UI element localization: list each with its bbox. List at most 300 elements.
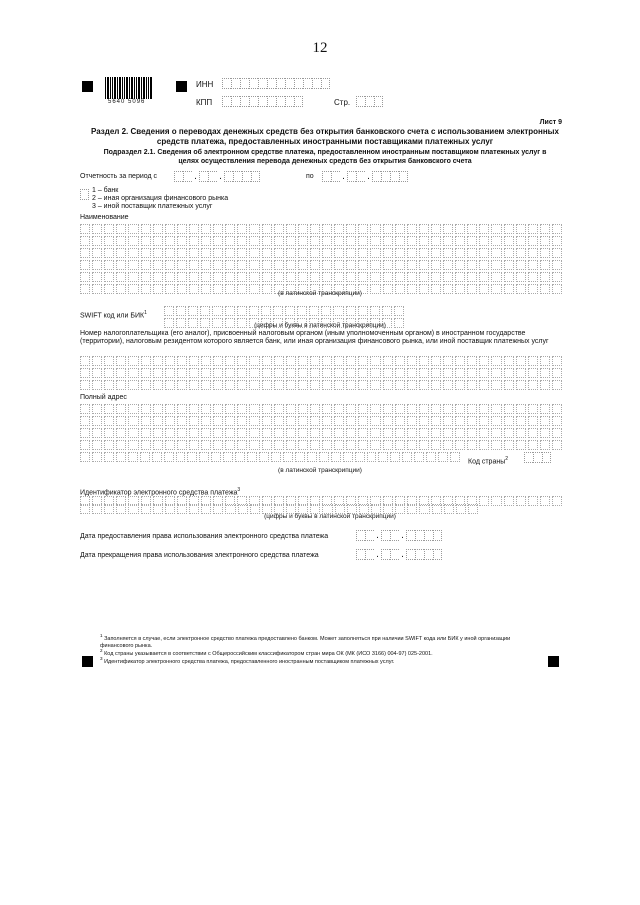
char-cell[interactable]: [334, 368, 344, 378]
char-cell[interactable]: [273, 306, 283, 316]
char-cell[interactable]: [334, 272, 344, 282]
char-cell[interactable]: [116, 416, 126, 426]
char-cell[interactable]: [491, 356, 501, 366]
char-cell[interactable]: [395, 368, 405, 378]
grant-date-field[interactable]: [356, 530, 442, 541]
char-cell[interactable]: [552, 248, 562, 258]
char-cell[interactable]: [298, 260, 308, 270]
char-cell[interactable]: [128, 224, 138, 234]
char-cell[interactable]: [528, 380, 538, 390]
char-cell[interactable]: [237, 224, 247, 234]
char-cell[interactable]: [431, 368, 441, 378]
char-cell[interactable]: [346, 236, 356, 246]
char-cell[interactable]: [310, 368, 320, 378]
char-cell[interactable]: [310, 416, 320, 426]
char-cell[interactable]: [141, 440, 151, 450]
char-cell[interactable]: [298, 368, 308, 378]
char-cell[interactable]: [165, 284, 175, 294]
char-cell[interactable]: [104, 404, 114, 414]
char-cell[interactable]: [104, 428, 114, 438]
char-cell[interactable]: [128, 440, 138, 450]
char-cell[interactable]: [322, 224, 332, 234]
char-cell[interactable]: [116, 224, 126, 234]
char-cell[interactable]: [128, 404, 138, 414]
char-cell[interactable]: [516, 236, 526, 246]
char-cell[interactable]: [382, 306, 392, 316]
char-cell[interactable]: [92, 356, 102, 366]
char-cell[interactable]: [467, 428, 477, 438]
char-cell[interactable]: [80, 404, 90, 414]
char-cell[interactable]: [516, 496, 526, 506]
char-cell[interactable]: [370, 306, 380, 316]
char-cell[interactable]: [370, 356, 380, 366]
char-cell[interactable]: [177, 440, 187, 450]
char-cell[interactable]: [346, 404, 356, 414]
char-cell[interactable]: [334, 404, 344, 414]
char-cell[interactable]: [153, 404, 163, 414]
char-cell[interactable]: [225, 416, 235, 426]
char-cell[interactable]: [358, 236, 368, 246]
char-cell[interactable]: [237, 428, 247, 438]
char-cell[interactable]: [322, 404, 332, 414]
page-field[interactable]: [356, 96, 383, 107]
char-cell[interactable]: [395, 236, 405, 246]
char-cell[interactable]: [201, 428, 211, 438]
char-cell[interactable]: [262, 224, 272, 234]
char-cell[interactable]: [249, 306, 259, 316]
char-cell[interactable]: [491, 416, 501, 426]
char-cell[interactable]: [322, 380, 332, 390]
char-cell[interactable]: [286, 428, 296, 438]
char-cell[interactable]: [528, 404, 538, 414]
char-cell[interactable]: [286, 248, 296, 258]
char-cell[interactable]: [128, 284, 138, 294]
char-cell[interactable]: [213, 440, 223, 450]
char-cell[interactable]: [552, 428, 562, 438]
char-cell[interactable]: [370, 416, 380, 426]
char-cell[interactable]: [383, 440, 393, 450]
char-cell[interactable]: [467, 368, 477, 378]
char-cell[interactable]: [383, 236, 393, 246]
char-cell[interactable]: [235, 452, 245, 462]
char-cell[interactable]: [225, 380, 235, 390]
char-cell[interactable]: [92, 380, 102, 390]
char-cell[interactable]: [334, 416, 344, 426]
char-cell[interactable]: [285, 306, 295, 316]
char-cell[interactable]: [455, 248, 465, 258]
char-cell[interactable]: [153, 368, 163, 378]
char-cell[interactable]: [116, 428, 126, 438]
char-cell[interactable]: [176, 318, 186, 328]
char-cell[interactable]: [504, 416, 514, 426]
char-cell[interactable]: [249, 380, 259, 390]
char-cell[interactable]: [92, 368, 102, 378]
char-cell[interactable]: [310, 260, 320, 270]
char-cell[interactable]: [141, 368, 151, 378]
char-cell[interactable]: [262, 356, 272, 366]
char-cell[interactable]: [165, 380, 175, 390]
char-cell[interactable]: [343, 452, 353, 462]
char-cell[interactable]: [262, 260, 272, 270]
char-cell[interactable]: [104, 236, 114, 246]
char-cell[interactable]: [189, 248, 199, 258]
char-cell[interactable]: [286, 416, 296, 426]
char-cell[interactable]: [177, 428, 187, 438]
char-cell[interactable]: [298, 356, 308, 366]
char-cell[interactable]: [237, 248, 247, 258]
char-cell[interactable]: [407, 272, 417, 282]
char-cell[interactable]: [80, 416, 90, 426]
char-cell[interactable]: [213, 260, 223, 270]
char-cell[interactable]: [455, 236, 465, 246]
char-cell[interactable]: [468, 504, 478, 514]
char-cell[interactable]: [153, 380, 163, 390]
char-cell[interactable]: [104, 356, 114, 366]
char-cell[interactable]: [177, 356, 187, 366]
char-cell[interactable]: [431, 224, 441, 234]
char-cell[interactable]: [286, 380, 296, 390]
char-cell[interactable]: [331, 452, 341, 462]
char-cell[interactable]: [383, 356, 393, 366]
char-cell[interactable]: [407, 416, 417, 426]
char-cell[interactable]: [491, 404, 501, 414]
char-cell[interactable]: [516, 260, 526, 270]
char-cell[interactable]: [443, 248, 453, 258]
char-cell[interactable]: [504, 236, 514, 246]
char-cell[interactable]: [504, 368, 514, 378]
char-cell[interactable]: [322, 248, 332, 258]
char-cell[interactable]: [141, 416, 151, 426]
char-cell[interactable]: [189, 236, 199, 246]
char-cell[interactable]: [407, 428, 417, 438]
char-cell[interactable]: [504, 224, 514, 234]
char-cell[interactable]: [540, 236, 550, 246]
char-cell[interactable]: [104, 368, 114, 378]
char-cell[interactable]: [431, 440, 441, 450]
address-grid-last[interactable]: [80, 452, 460, 462]
char-cell[interactable]: [225, 428, 235, 438]
char-cell[interactable]: [528, 428, 538, 438]
char-cell[interactable]: [370, 380, 380, 390]
char-cell[interactable]: [189, 404, 199, 414]
char-cell[interactable]: [225, 306, 235, 316]
char-cell[interactable]: [552, 272, 562, 282]
char-cell[interactable]: [153, 504, 163, 514]
char-cell[interactable]: [298, 404, 308, 414]
char-cell[interactable]: [201, 416, 211, 426]
char-cell[interactable]: [455, 380, 465, 390]
char-cell[interactable]: [237, 236, 247, 246]
char-cell[interactable]: [153, 284, 163, 294]
char-cell[interactable]: [383, 428, 393, 438]
char-cell[interactable]: [213, 416, 223, 426]
char-cell[interactable]: [419, 272, 429, 282]
char-cell[interactable]: [188, 318, 198, 328]
char-cell[interactable]: [516, 224, 526, 234]
char-cell[interactable]: [225, 368, 235, 378]
char-cell[interactable]: [165, 504, 175, 514]
char-cell[interactable]: [491, 380, 501, 390]
char-cell[interactable]: [528, 272, 538, 282]
char-cell[interactable]: [92, 236, 102, 246]
char-cell[interactable]: [274, 428, 284, 438]
char-cell[interactable]: [165, 224, 175, 234]
char-cell[interactable]: [104, 284, 114, 294]
char-cell[interactable]: [358, 272, 368, 282]
char-cell[interactable]: [516, 404, 526, 414]
char-cell[interactable]: [443, 416, 453, 426]
char-cell[interactable]: [286, 440, 296, 450]
char-cell[interactable]: [516, 248, 526, 258]
char-cell[interactable]: [479, 272, 489, 282]
char-cell[interactable]: [225, 272, 235, 282]
char-cell[interactable]: [80, 440, 90, 450]
char-cell[interactable]: [213, 368, 223, 378]
char-cell[interactable]: [358, 428, 368, 438]
char-cell[interactable]: [286, 224, 296, 234]
char-cell[interactable]: [104, 272, 114, 282]
char-cell[interactable]: [395, 428, 405, 438]
char-cell[interactable]: [286, 404, 296, 414]
char-cell[interactable]: [177, 284, 187, 294]
char-cell[interactable]: [358, 260, 368, 270]
char-cell[interactable]: [104, 248, 114, 258]
char-cell[interactable]: [552, 236, 562, 246]
char-cell[interactable]: [552, 284, 562, 294]
char-cell[interactable]: [358, 368, 368, 378]
char-cell[interactable]: [395, 404, 405, 414]
char-cell[interactable]: [383, 224, 393, 234]
char-cell[interactable]: [419, 428, 429, 438]
char-cell[interactable]: [92, 504, 102, 514]
char-cell[interactable]: [80, 428, 90, 438]
char-cell[interactable]: [516, 272, 526, 282]
char-cell[interactable]: [177, 236, 187, 246]
char-cell[interactable]: [116, 504, 126, 514]
char-cell[interactable]: [383, 380, 393, 390]
char-cell[interactable]: [189, 428, 199, 438]
char-cell[interactable]: [199, 452, 209, 462]
char-cell[interactable]: [528, 248, 538, 258]
char-cell[interactable]: [189, 380, 199, 390]
char-cell[interactable]: [213, 356, 223, 366]
char-cell[interactable]: [455, 272, 465, 282]
char-cell[interactable]: [455, 284, 465, 294]
char-cell[interactable]: [540, 284, 550, 294]
char-cell[interactable]: [153, 416, 163, 426]
char-cell[interactable]: [309, 306, 319, 316]
char-cell[interactable]: [189, 504, 199, 514]
char-cell[interactable]: [419, 416, 429, 426]
char-cell[interactable]: [80, 260, 90, 270]
char-cell[interactable]: [322, 428, 332, 438]
char-cell[interactable]: [141, 380, 151, 390]
char-cell[interactable]: [80, 284, 90, 294]
char-cell[interactable]: [165, 248, 175, 258]
char-cell[interactable]: [92, 224, 102, 234]
char-cell[interactable]: [528, 260, 538, 270]
char-cell[interactable]: [80, 272, 90, 282]
char-cell[interactable]: [165, 260, 175, 270]
char-cell[interactable]: [491, 260, 501, 270]
char-cell[interactable]: [237, 356, 247, 366]
char-cell[interactable]: [491, 272, 501, 282]
char-cell[interactable]: [165, 368, 175, 378]
char-cell[interactable]: [104, 380, 114, 390]
char-cell[interactable]: [552, 224, 562, 234]
char-cell[interactable]: [128, 356, 138, 366]
char-cell[interactable]: [104, 452, 114, 462]
char-cell[interactable]: [92, 260, 102, 270]
inn-field[interactable]: [222, 78, 330, 89]
char-cell[interactable]: [213, 272, 223, 282]
char-cell[interactable]: [528, 440, 538, 450]
char-cell[interactable]: [395, 260, 405, 270]
char-cell[interactable]: [116, 284, 126, 294]
char-cell[interactable]: [443, 224, 453, 234]
char-cell[interactable]: [358, 440, 368, 450]
char-cell[interactable]: [491, 224, 501, 234]
char-cell[interactable]: [141, 356, 151, 366]
char-cell[interactable]: [407, 356, 417, 366]
char-cell[interactable]: [334, 380, 344, 390]
char-cell[interactable]: [274, 416, 284, 426]
char-cell[interactable]: [334, 260, 344, 270]
char-cell[interactable]: [187, 452, 197, 462]
char-cell[interactable]: [177, 380, 187, 390]
char-cell[interactable]: [141, 236, 151, 246]
char-cell[interactable]: [552, 496, 562, 506]
char-cell[interactable]: [128, 272, 138, 282]
char-cell[interactable]: [346, 224, 356, 234]
char-cell[interactable]: [201, 224, 211, 234]
char-cell[interactable]: [504, 440, 514, 450]
char-cell[interactable]: [334, 236, 344, 246]
char-cell[interactable]: [479, 404, 489, 414]
char-cell[interactable]: [92, 440, 102, 450]
char-cell[interactable]: [383, 260, 393, 270]
char-cell[interactable]: [213, 404, 223, 414]
char-cell[interactable]: [431, 380, 441, 390]
char-cell[interactable]: [479, 236, 489, 246]
char-cell[interactable]: [201, 440, 211, 450]
char-cell[interactable]: [540, 440, 550, 450]
char-cell[interactable]: [491, 284, 501, 294]
char-cell[interactable]: [426, 452, 436, 462]
name-grid[interactable]: [80, 224, 562, 294]
char-cell[interactable]: [383, 248, 393, 258]
char-cell[interactable]: [274, 248, 284, 258]
char-cell[interactable]: [128, 260, 138, 270]
char-cell[interactable]: [528, 368, 538, 378]
char-cell[interactable]: [383, 416, 393, 426]
char-cell[interactable]: [334, 356, 344, 366]
char-cell[interactable]: [455, 440, 465, 450]
char-cell[interactable]: [491, 368, 501, 378]
char-cell[interactable]: [177, 260, 187, 270]
char-cell[interactable]: [237, 440, 247, 450]
char-cell[interactable]: [358, 380, 368, 390]
char-cell[interactable]: [455, 428, 465, 438]
char-cell[interactable]: [431, 356, 441, 366]
char-cell[interactable]: [334, 248, 344, 258]
char-cell[interactable]: [213, 224, 223, 234]
char-cell[interactable]: [141, 248, 151, 258]
char-cell[interactable]: [128, 248, 138, 258]
char-cell[interactable]: [334, 440, 344, 450]
char-cell[interactable]: [310, 380, 320, 390]
char-cell[interactable]: [128, 504, 138, 514]
char-cell[interactable]: [225, 440, 235, 450]
char-cell[interactable]: [141, 428, 151, 438]
char-cell[interactable]: [516, 428, 526, 438]
char-cell[interactable]: [358, 404, 368, 414]
char-cell[interactable]: [153, 356, 163, 366]
char-cell[interactable]: [213, 380, 223, 390]
char-cell[interactable]: [298, 224, 308, 234]
char-cell[interactable]: [310, 428, 320, 438]
char-cell[interactable]: [92, 248, 102, 258]
char-cell[interactable]: [274, 224, 284, 234]
char-cell[interactable]: [491, 236, 501, 246]
char-cell[interactable]: [540, 248, 550, 258]
char-cell[interactable]: [153, 428, 163, 438]
char-cell[interactable]: [249, 368, 259, 378]
char-cell[interactable]: [358, 248, 368, 258]
char-cell[interactable]: [286, 260, 296, 270]
char-cell[interactable]: [552, 416, 562, 426]
char-cell[interactable]: [432, 504, 442, 514]
char-cell[interactable]: [370, 248, 380, 258]
char-cell[interactable]: [286, 272, 296, 282]
char-cell[interactable]: [431, 416, 441, 426]
char-cell[interactable]: [395, 416, 405, 426]
char-cell[interactable]: [504, 284, 514, 294]
char-cell[interactable]: [516, 380, 526, 390]
char-cell[interactable]: [322, 368, 332, 378]
char-cell[interactable]: [271, 452, 281, 462]
char-cell[interactable]: [201, 504, 211, 514]
char-cell[interactable]: [370, 404, 380, 414]
char-cell[interactable]: [128, 452, 138, 462]
char-cell[interactable]: [153, 440, 163, 450]
char-cell[interactable]: [189, 272, 199, 282]
char-cell[interactable]: [528, 236, 538, 246]
char-cell[interactable]: [455, 224, 465, 234]
char-cell[interactable]: [237, 380, 247, 390]
char-cell[interactable]: [298, 236, 308, 246]
char-cell[interactable]: [259, 452, 269, 462]
char-cell[interactable]: [383, 272, 393, 282]
char-cell[interactable]: [165, 416, 175, 426]
char-cell[interactable]: [467, 380, 477, 390]
char-cell[interactable]: [189, 416, 199, 426]
char-cell[interactable]: [346, 416, 356, 426]
char-cell[interactable]: [443, 440, 453, 450]
char-cell[interactable]: [152, 452, 162, 462]
char-cell[interactable]: [358, 416, 368, 426]
char-cell[interactable]: [414, 452, 424, 462]
char-cell[interactable]: [176, 306, 186, 316]
char-cell[interactable]: [438, 452, 448, 462]
char-cell[interactable]: [249, 260, 259, 270]
char-cell[interactable]: [189, 440, 199, 450]
char-cell[interactable]: [540, 496, 550, 506]
char-cell[interactable]: [177, 404, 187, 414]
char-cell[interactable]: [310, 248, 320, 258]
char-cell[interactable]: [286, 236, 296, 246]
char-cell[interactable]: [540, 260, 550, 270]
